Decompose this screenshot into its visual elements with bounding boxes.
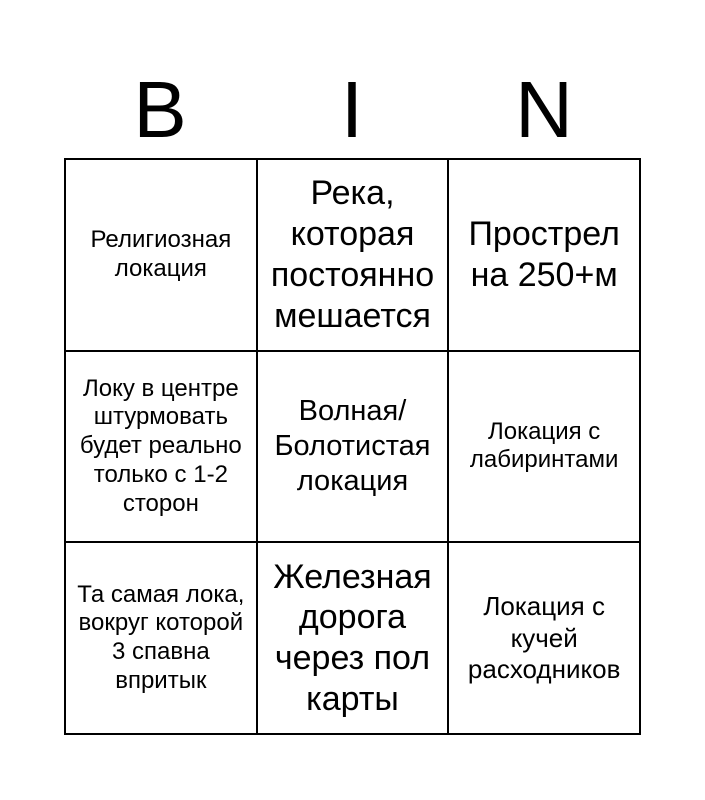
bingo-board	[64, 158, 641, 735]
bingo-cell-3[interactable]	[448, 159, 640, 351]
bingo-cell-text: Прострел на 250+м	[468, 215, 620, 294]
header-letter-b: B	[133, 65, 187, 154]
header-letter-n: N	[515, 65, 573, 154]
bingo-cell-7[interactable]	[65, 542, 257, 734]
bingo-cell-text: Локация с кучей расходников	[467, 591, 621, 684]
bingo-cell-9[interactable]	[448, 542, 640, 734]
bingo-cell-5[interactable]	[257, 351, 449, 543]
bingo-cell-4[interactable]	[65, 351, 257, 543]
bingo-cell-8[interactable]	[257, 542, 449, 734]
bingo-cell-text: Локу в центре штурмовать будет реально только с 1-2 сторон	[79, 374, 242, 517]
bingo-cell-text: Река, которая постоянно мешается	[270, 174, 435, 335]
bingo-cell-text: Та самая лока, вокруг которой 3 спавна впритык	[77, 580, 245, 694]
bingo-cell-text: Локация с лабиринтами	[469, 417, 619, 474]
header-letter-i: I	[340, 65, 364, 154]
bingo-cell-6[interactable]	[448, 351, 640, 543]
bingo-cell-text: Железная дорога через пол карты	[273, 557, 432, 718]
bingo-cell-2[interactable]	[257, 159, 449, 351]
bingo-cell-text: Религиозная локация	[90, 226, 232, 282]
bingo-cell-1[interactable]	[65, 159, 257, 351]
bingo-cell-text: Волная/ Болотистая локация	[274, 395, 431, 497]
